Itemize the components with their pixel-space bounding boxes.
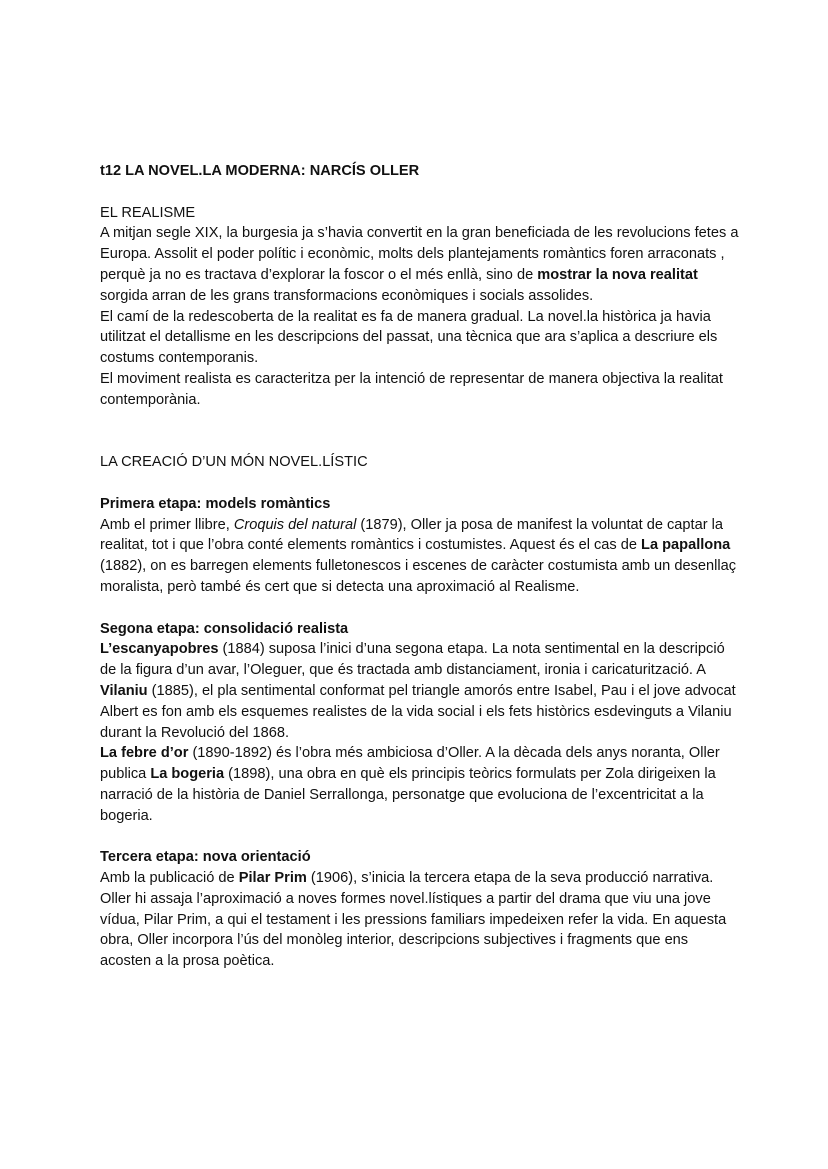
text-run: (1884) suposa l’inici d’una segona etapa. La nota sentimental en la descripció de la figura d’un avar, l’Oleguer, que és tractada amb distanciament, ironia i caricaturització. A	[100, 641, 725, 679]
text-run: (1885), el pla sentimental conformat pel triangle amorós entre Isabel, Pau i el jove advocat Albert es fon amb els esquemes realistes de la vida social i els fets històrics esdevinguts a Vilaniu durant la Revolució del 1868.	[100, 682, 736, 741]
text-run: (1890-1892) és l’obra més ambiciosa d’Oller. A la dècada dels anys noranta, Oller publica	[100, 745, 720, 783]
section-heading-creacio: LA CREACIÓ D’UN MÓN NOVEL.LÍSTIC	[100, 454, 368, 471]
bold-title: La bogeria	[150, 766, 225, 783]
italic-title: Croquis del natural	[233, 516, 357, 533]
paragraph-etapa-1	[100, 515, 740, 598]
bold-title: La papallona	[641, 537, 731, 554]
spacer	[100, 827, 740, 848]
bold-title: L’escanyapobres	[100, 641, 219, 658]
bold-title: Vilaniu	[100, 682, 148, 699]
document-page	[100, 161, 740, 972]
text-run: (1906), s’inicia la tercera etapa de la seva producció narrativa. Oller hi assaja l’aproximació a noves formes novel.lístiques a partir del drama que viu una jove vídua, Pilar Prim, a qui el testament i les pressions familiars impedeixen refer la vida. En aquesta obra, Oller incorpora l’ús del monòleg interior, descripcions subjectives i fragments que ens acosten a la prosa poètica.	[100, 870, 727, 970]
text-run: (1898), una obra en què els principis teòrics formulats per Zola dirigeixen la narració de la història de Daniel Serrallonga, personatge que evoluciona de l’excentricitat a la bogeria.	[100, 766, 716, 824]
bold-title: Pilar Prim	[238, 870, 307, 887]
paragraph-realisme-3: El moviment realista es caracteritza per la intenció de representar de manera objectiva la realitat contemporània.	[100, 370, 723, 408]
text-run: sorgida arran de les grans transformacions econòmiques i socials assolides.	[100, 287, 594, 304]
stage-heading-2: Segona etapa: consolidació realista	[100, 620, 349, 637]
paragraph-realisme-2: El camí de la redescoberta de la realitat es fa de manera gradual. La novel.la històrica ja havia utilitzat el detallisme en les descripcions del passat, una tècnica que ara s’aplica a descriure els costums contemporanis.	[100, 308, 718, 367]
paragraph-etapa-2a	[100, 639, 740, 743]
bold-title: La febre d’or	[100, 745, 189, 762]
section-heading-realisme: EL REALISME	[100, 204, 196, 221]
stage-heading-3: Tercera etapa: nova orientació	[100, 849, 311, 866]
text-run: (1882), on es barregen elements fulletonescos i escenes de caràcter costumista amb un desenllaç moralista, però també és cert que si detecta una aproximació al Realisme.	[100, 558, 736, 595]
bold-term: mostrar la nova realitat	[537, 266, 698, 283]
spacer	[100, 411, 740, 453]
text-run: A mitjan segle XIX, la burgesia ja s’havia convertit en la gran beneficiada de les revolucions fetes a Europa. Assolit el poder polític i econòmic, molts dels plantejaments romàntics foren arraconats , perquè ja no es tractava d’explorar la foscor o el més enllà, sino de	[100, 225, 739, 283]
paragraph-realisme-1	[100, 223, 740, 306]
text-run: Amb la publicació de	[100, 870, 239, 887]
spacer	[100, 598, 740, 619]
spacer	[100, 182, 740, 203]
document-title: t12 LA NOVEL.LA MODERNA: NARCÍS OLLER	[100, 163, 420, 179]
text-run: (1879), Oller ja posa de manifest la voluntat de captar la realitat, tot i que l’obra conté elements romàntics i costumistes. Aquest és el cas de	[100, 516, 723, 554]
stage-heading-1: Primera etapa: models romàntics	[100, 495, 331, 512]
paragraph-etapa-3	[100, 868, 740, 972]
paragraph-etapa-2b	[100, 743, 740, 826]
spacer	[100, 473, 740, 494]
text-run: Amb el primer llibre,	[100, 516, 234, 533]
